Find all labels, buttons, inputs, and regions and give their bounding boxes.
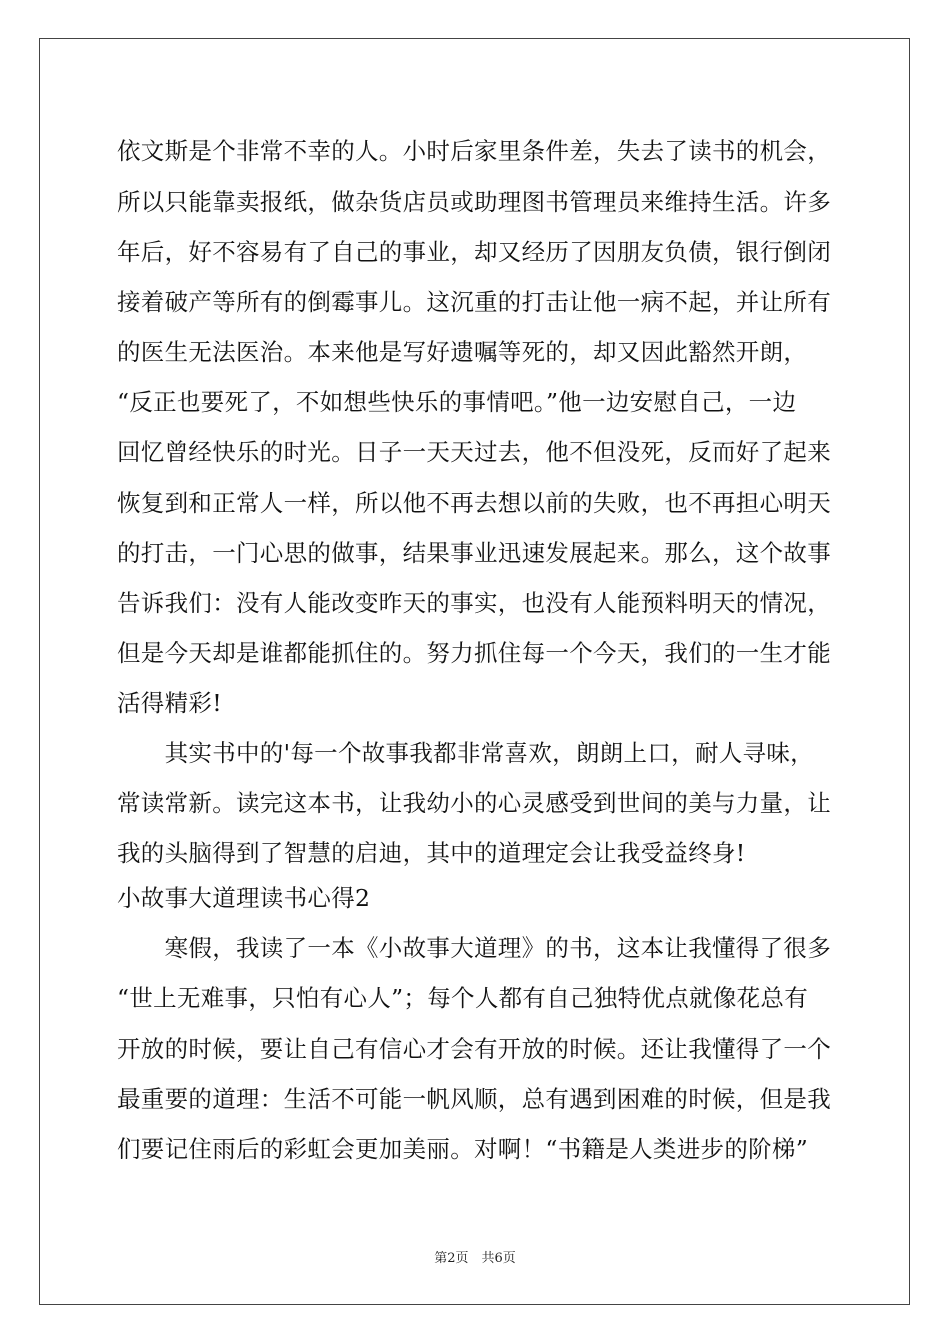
- text-line: 的医生无法医治。本来他是写好遗嘱等死的，却又因此豁然开朗，: [117, 338, 808, 366]
- text-line: 依文斯是个非常不幸的人。小时后家里条件差，失去了读书的机会，: [117, 137, 831, 165]
- text-line: “世上无难事，只怕有心人”；每个人都有自己独特优点就像花总有: [117, 984, 809, 1012]
- text-line: 我的头脑得到了智慧的启迪，其中的道理定会让我受益终身!: [117, 839, 746, 867]
- text-line: 但是今天却是谁都能抓住的。努力抓住每一个今天，我们的一生才能: [117, 639, 831, 667]
- text-line: 的打击，一门心思的做事，结果事业迅速发展起来。那么，这个故事: [117, 539, 831, 567]
- text-line: 最重要的道理：生活不可能一帆风顺，总有遇到困难的时候，但是我: [117, 1085, 831, 1113]
- page-number-footer: 第2页 共6页: [434, 1251, 516, 1266]
- text-line: 告诉我们：没有人能改变昨天的事实，也没有人能预料明天的情况，: [117, 589, 831, 617]
- text-line: 回忆曾经快乐的时光。日子一天天过去，他不但没死，反而好了起来: [117, 438, 831, 466]
- text-line: “反正也要死了，不如想些快乐的事情吧。”他一边安慰自己，一边: [117, 388, 797, 416]
- text-line: 常读常新。读完这本书，让我幼小的心灵感受到世间的美与力量，让: [117, 789, 831, 817]
- text-line: 活得精彩!: [117, 689, 222, 717]
- text-line: 其实书中的'每一个故事我都非常喜欢，朗朗上口，耐人寻味，: [117, 739, 814, 767]
- text-line: 开放的时候，要让自己有信心才会有开放的时候。还让我懂得了一个: [117, 1035, 831, 1063]
- text-line: 恢复到和正常人一样，所以他不再去想以前的失败，也不再担心明天: [117, 489, 831, 517]
- text-line: 接着破产等所有的倒霉事儿。这沉重的打击让他一病不起，并让所有: [117, 288, 831, 316]
- section-heading: 小故事大道理读书心得2: [117, 884, 371, 912]
- text-line: 所以只能靠卖报纸，做杂货店员或助理图书管理员来维持生活。许多: [117, 188, 831, 216]
- text-line: 寒假，我读了一本《小故事大道理》的书，这本让我懂得了很多: [117, 934, 831, 962]
- text-line: 们要记住雨后的彩虹会更加美丽。对啊！“书籍是人类进步的阶梯”: [117, 1135, 809, 1163]
- text-line: 年后，好不容易有了自己的事业，却又经历了因朋友负债，银行倒闭: [117, 238, 831, 266]
